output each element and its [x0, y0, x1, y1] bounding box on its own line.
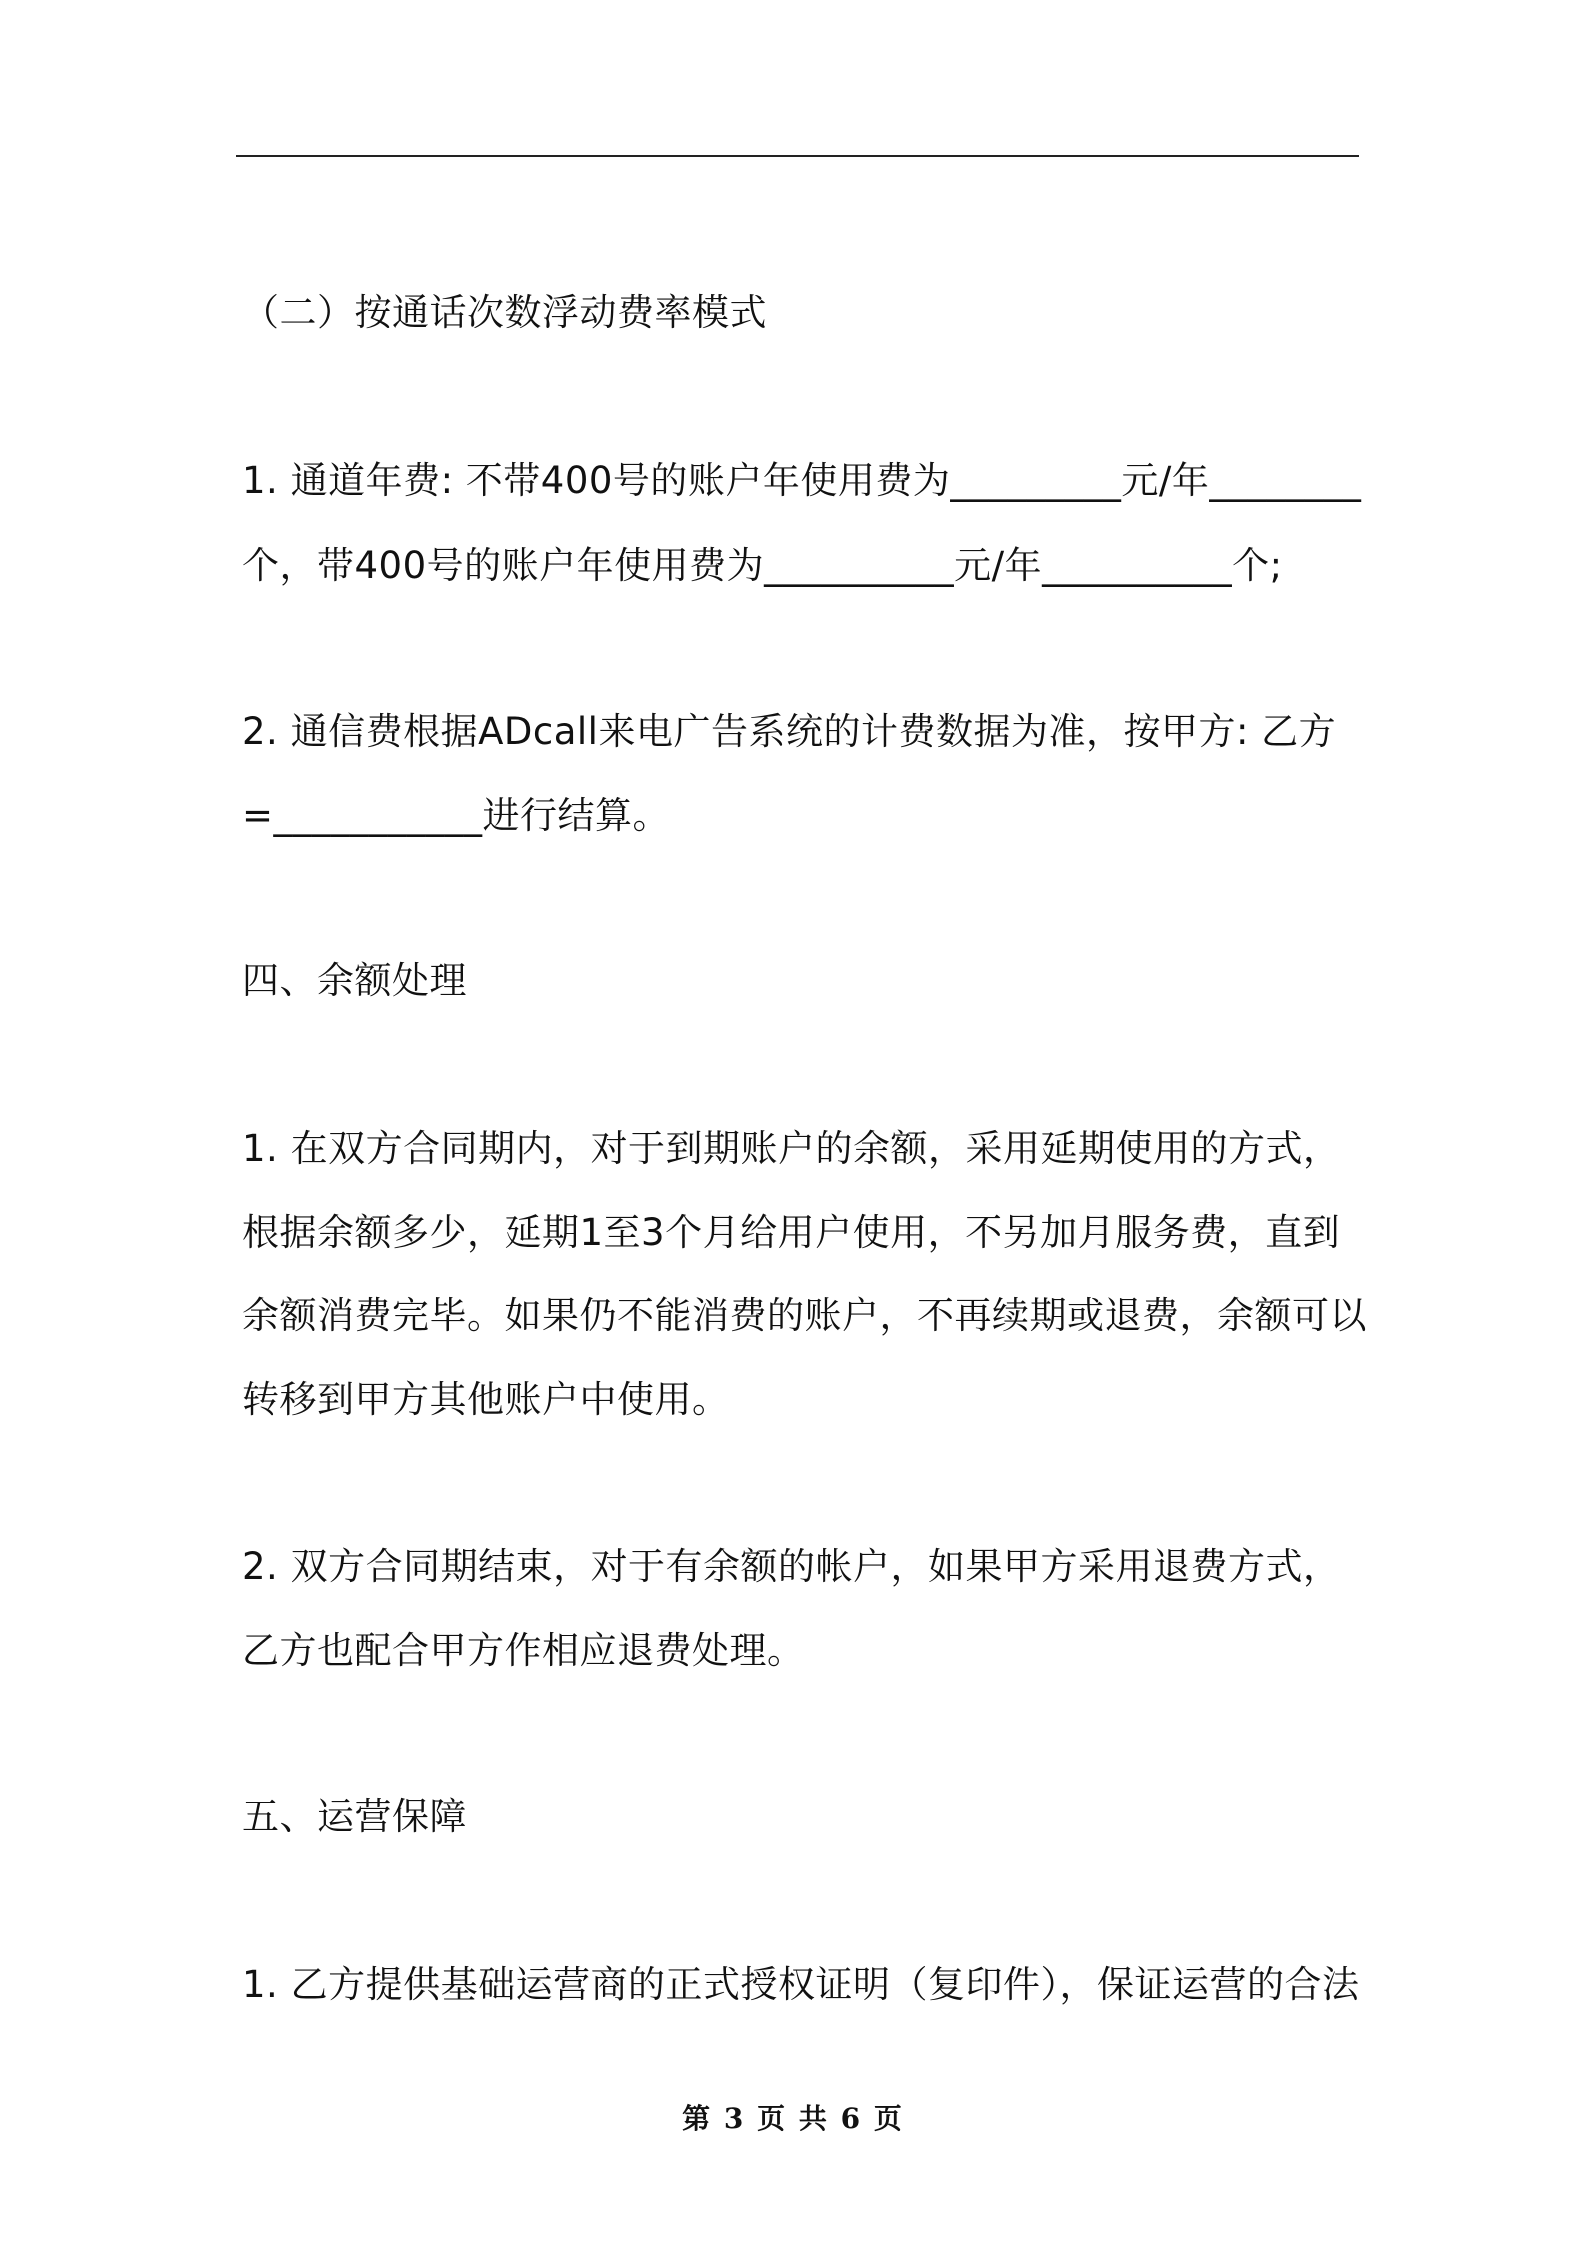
paragraph-refund-line-1: 2. 双方合同期结束，对于有余额的帐户，如果甲方采用退费方式，: [242, 1545, 1341, 1588]
paragraph-communication-fee-line-2: =___________进行结算。: [242, 794, 671, 837]
paragraph-annual-fee-line-1: 1. 通道年费: 不带400号的账户年使用费为_________元/年________: [242, 459, 1362, 502]
section-heading-floating-rate: （二）按通话次数浮动费率模式: [242, 291, 767, 334]
paragraph-balance-extension-line-4: 转移到甲方其他账户中使用。: [242, 1378, 730, 1421]
section-heading-balance: 四、余额处理: [242, 959, 467, 1002]
section-heading-operations: 五、运营保障: [242, 1795, 467, 1838]
paragraph-authorization-line-1: 1. 乙方提供基础运营商的正式授权证明（复印件），保证运营的合法: [242, 1963, 1360, 2006]
paragraph-balance-extension-line-3: 余额消费完毕。如果仍不能消费的账户，不再续期或退费，余额可以: [242, 1294, 1367, 1337]
paragraph-balance-extension-line-2: 根据余额多少，延期1至3个月给用户使用，不另加月服务费，直到: [242, 1211, 1341, 1254]
paragraph-refund-line-2: 乙方也配合甲方作相应退费处理。: [242, 1629, 805, 1672]
page-footer: 第 3 页 共 6 页: [682, 2102, 904, 2135]
paragraph-communication-fee-line-1: 2. 通信费根据ADcall来电广告系统的计费数据为准，按甲方: 乙方: [242, 710, 1337, 753]
paragraph-balance-extension-line-1: 1. 在双方合同期内，对于到期账户的余额，采用延期使用的方式，: [242, 1127, 1341, 1170]
header-rule: [236, 155, 1359, 157]
paragraph-annual-fee-line-2: 个，带400号的账户年使用费为__________元/年__________个;: [242, 544, 1283, 587]
